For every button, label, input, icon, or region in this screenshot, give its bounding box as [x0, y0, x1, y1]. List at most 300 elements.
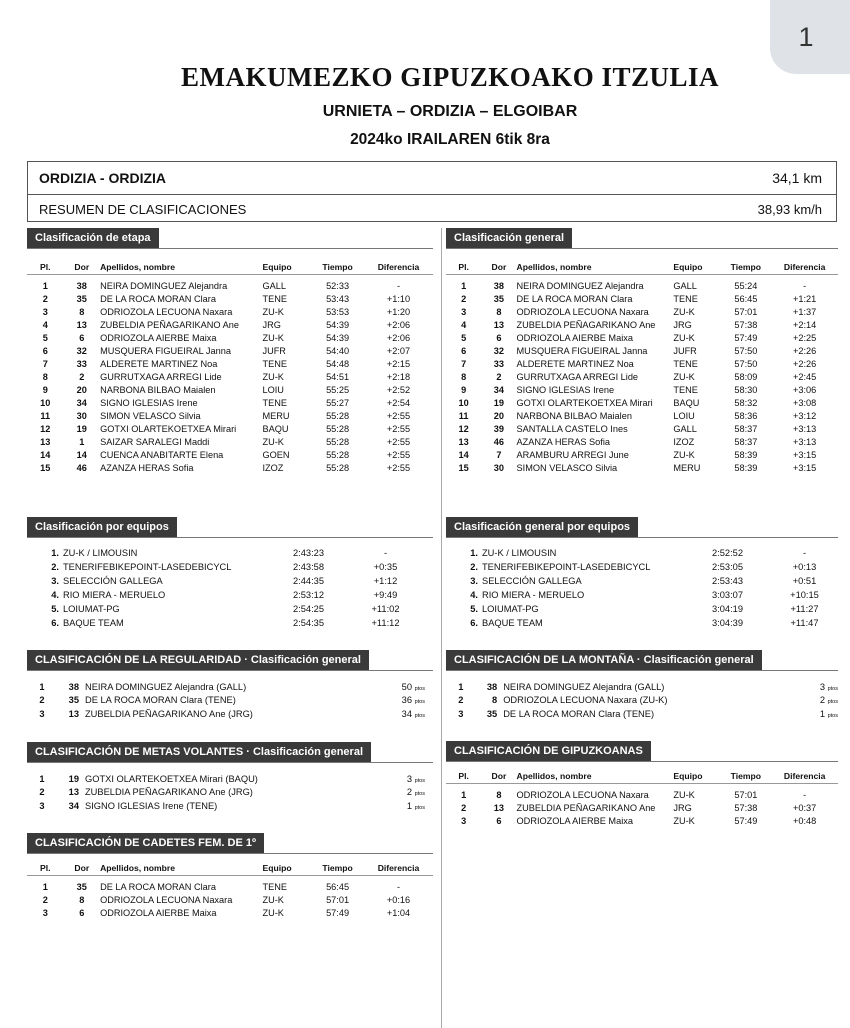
cell-time: 55:24 — [734, 280, 758, 291]
cell-name: SIGNO IGLESIAS Irene — [100, 397, 198, 408]
stage-distance: 34,1 km — [772, 170, 822, 186]
table-row — [27, 279, 433, 292]
team-name: LOIUMAT-PG — [63, 604, 120, 614]
cell-name: ZUBELDIA PEÑAGARIKANO Ane — [516, 802, 656, 813]
rank-dorsal: 34 — [68, 800, 79, 811]
team-position: 1. — [470, 548, 478, 558]
team-name: ZU-K / LIMOUSIN — [482, 548, 557, 558]
table-header-row — [27, 259, 433, 275]
team-stage-list — [27, 546, 433, 630]
column-header-team: Equipo — [262, 860, 311, 876]
table-row — [446, 461, 838, 474]
cell-team: MERU — [262, 410, 290, 421]
points-unit: ptos — [414, 777, 425, 784]
cell-time: 57:50 — [734, 345, 758, 356]
column-header-diff: Diferencia — [364, 860, 433, 876]
rank-dorsal: 13 — [68, 787, 79, 798]
team-time: 2:53:05 — [712, 562, 744, 572]
team-position: 3. — [51, 576, 59, 586]
rank-row — [446, 680, 838, 694]
cell-diff: - — [803, 789, 807, 800]
cell-team: ZU-K — [262, 371, 284, 382]
stage-classification-section — [27, 228, 433, 474]
cell-pl: 8 — [42, 371, 48, 382]
cell-name: NARBONA BILBAO Maialen — [516, 410, 632, 421]
column-header-pl: Pl. — [446, 768, 481, 784]
table-row — [446, 435, 838, 448]
points-unit: ptos — [414, 712, 425, 719]
section-rule — [27, 248, 433, 249]
rank-name: ZUBELDIA PEÑAGARIKANO Ane (JRG) — [85, 708, 253, 719]
section-title: CLASIFICACIÓN DE METAS VOLANTES · Clasificación general — [27, 742, 371, 762]
cell-team: JRG — [262, 319, 281, 330]
table-row — [27, 880, 433, 893]
cell-team: BAQU — [262, 423, 289, 434]
cell-pl: 4 — [42, 319, 48, 330]
cell-dor: 30 — [76, 410, 87, 421]
cell-team: LOIU — [262, 384, 284, 395]
general-classification-table — [446, 259, 838, 474]
team-name: LOIUMAT-PG — [482, 604, 539, 614]
cell-team: TENE — [262, 397, 287, 408]
cell-dor: 2 — [496, 371, 502, 382]
rank-name: ODRIOZOLA LECUONA Naxara (ZU-K) — [503, 695, 668, 706]
rank-points: 50 ptos — [401, 681, 425, 692]
cell-diff: +0:48 — [793, 815, 817, 826]
cell-diff: +1:04 — [386, 907, 411, 918]
cell-team: ZU-K — [673, 815, 695, 826]
rank-position: 3 — [39, 800, 45, 811]
cell-time: 53:43 — [326, 293, 350, 304]
cell-name: ARAMBURU ARREGI June — [516, 449, 629, 460]
cell-dor: 6 — [79, 907, 85, 918]
table-header-row — [27, 860, 433, 876]
column-header-diff: Diferencia — [771, 768, 838, 784]
team-position: 4. — [51, 590, 59, 600]
team-name: TENERIFEBIKEPOINT-LASEDEBICYCL — [63, 562, 232, 572]
team-position: 4. — [470, 590, 478, 600]
team-name: BAQUE TEAM — [63, 618, 124, 628]
cell-dor: 35 — [493, 293, 505, 304]
regularity-section — [27, 650, 433, 721]
cell-diff: - — [396, 881, 400, 892]
rank-points: 2 ptos — [819, 695, 838, 706]
column-header-name: Apellidos, nombre — [100, 860, 262, 876]
cell-team: GALL — [673, 423, 697, 434]
cell-pl: 6 — [461, 345, 467, 356]
cell-name: ZUBELDIA PEÑAGARIKANO Ane — [516, 319, 656, 330]
table-row — [27, 357, 433, 370]
cell-diff: +1:20 — [386, 306, 411, 317]
stage-summary-row — [28, 195, 836, 223]
cell-team: TENE — [673, 358, 698, 369]
rank-dorsal: 38 — [486, 681, 498, 692]
cell-name: ODRIOZOLA AIERBE Maixa — [516, 332, 633, 343]
cell-name: MUSQUERA FIGUEIRAL Janna — [100, 345, 231, 356]
column-header-name: Apellidos, nombre — [100, 259, 262, 275]
cell-name: GOTXI OLARTEKOETXEA Mirari — [100, 423, 237, 434]
cell-time: 54:48 — [326, 358, 350, 369]
race-title: EMAKUMEZKO GIPUZKOAKO ITZULIA — [180, 62, 720, 92]
team-position: 1. — [51, 548, 59, 558]
team-row — [446, 560, 838, 574]
rank-row — [27, 707, 433, 721]
cell-diff: +2:52 — [386, 384, 411, 395]
cell-time: 56:45 — [326, 881, 350, 892]
cell-time: 54:39 — [326, 319, 350, 330]
column-header-pl: Pl. — [27, 860, 64, 876]
cadets-section — [27, 833, 433, 919]
table-row — [27, 292, 433, 305]
summary-label: RESUMEN DE CLASIFICACIONES — [39, 201, 247, 217]
cell-time: 55:28 — [326, 410, 350, 421]
cell-pl: 2 — [461, 293, 467, 304]
section-rule — [446, 248, 838, 249]
cell-team: GALL — [673, 280, 697, 291]
team-time: 2:52:52 — [712, 548, 744, 558]
team-diff: +1:12 — [373, 576, 398, 586]
cell-pl: 7 — [42, 358, 48, 369]
cell-team: LOIU — [673, 410, 695, 421]
table-row — [446, 331, 838, 344]
table-row — [446, 788, 838, 801]
cell-time: 58:30 — [734, 384, 758, 395]
cell-pl: 15 — [40, 462, 51, 473]
cell-diff: +2:55 — [386, 462, 411, 473]
cell-dor: 13 — [76, 319, 87, 330]
rank-name: SIGNO IGLESIAS Irene (TENE) — [85, 800, 218, 811]
cell-dor: 34 — [76, 397, 87, 408]
column-header-team: Equipo — [262, 259, 311, 275]
cell-team: IZOZ — [262, 462, 284, 473]
rank-name: NEIRA DOMINGUEZ Alejandra (GALL) — [503, 681, 665, 692]
column-header-time: Tiempo — [311, 860, 364, 876]
cell-name: ODRIOZOLA LECUONA Naxara — [100, 894, 233, 905]
team-time: 3:04:19 — [712, 604, 744, 614]
cell-time: 58:09 — [734, 371, 758, 382]
page-number: 1 — [798, 21, 814, 52]
cell-pl: 13 — [458, 436, 469, 447]
rank-dorsal: 13 — [68, 708, 79, 719]
cell-dor: 32 — [76, 345, 87, 356]
cell-dor: 2 — [79, 371, 85, 382]
cell-time: 57:01 — [326, 894, 350, 905]
cell-diff: +2:06 — [386, 319, 411, 330]
cell-dor: 33 — [76, 358, 87, 369]
team-row — [27, 560, 433, 574]
sprints-list — [27, 772, 433, 813]
cell-pl: 12 — [40, 423, 51, 434]
section-title: CLASIFICACIÓN DE GIPUZKOANAS — [446, 741, 651, 761]
cell-dor: 30 — [493, 462, 505, 473]
table-row — [27, 396, 433, 409]
stage-info-box — [27, 161, 837, 222]
cell-diff: +2:26 — [793, 358, 817, 369]
table-row — [446, 318, 838, 331]
cell-pl: 10 — [458, 397, 469, 408]
cell-pl: 13 — [40, 436, 51, 447]
cell-pl: 3 — [42, 306, 48, 317]
section-title: CLASIFICACIÓN DE LA MONTAÑA · Clasificación general — [446, 650, 762, 670]
team-position: 6. — [470, 618, 478, 628]
team-time: 3:03:07 — [712, 590, 744, 600]
cell-team: TENE — [262, 293, 287, 304]
cell-diff: +2:54 — [386, 397, 411, 408]
cell-team: ZU-K — [673, 306, 695, 317]
team-time: 2:54:25 — [293, 604, 325, 614]
cell-name: NEIRA DOMINGUEZ Alejandra — [100, 280, 228, 291]
team-diff: +11:47 — [790, 618, 819, 628]
team-row — [27, 616, 433, 630]
team-stage-section — [27, 517, 433, 630]
team-position: 2. — [51, 562, 59, 572]
rank-points: 3 ptos — [819, 681, 838, 692]
column-header-name: Apellidos, nombre — [517, 768, 674, 784]
cell-name: SAIZAR SARALEGI Maddi — [100, 436, 210, 447]
team-row — [446, 588, 838, 602]
section-rule — [446, 537, 838, 538]
team-time: 2:54:35 — [293, 618, 325, 628]
cell-diff: +3:12 — [793, 410, 817, 421]
team-time: 2:53:43 — [712, 576, 744, 586]
cell-pl: 11 — [40, 410, 51, 421]
team-name: RIO MIERA - MERUELO — [482, 590, 585, 600]
cell-dor: 19 — [76, 423, 87, 434]
cell-time: 57:49 — [734, 332, 758, 343]
cell-name: AZANZA HERAS Sofia — [516, 436, 610, 447]
table-row — [27, 383, 433, 396]
regularity-list — [27, 680, 433, 721]
cell-diff: +2:55 — [386, 423, 411, 434]
team-diff: +9:49 — [373, 590, 398, 600]
rank-row — [27, 694, 433, 708]
team-name: ZU-K / LIMOUSIN — [63, 548, 138, 558]
cell-time: 57:49 — [326, 907, 350, 918]
rank-points: 2 ptos — [406, 787, 425, 798]
cell-pl: 2 — [42, 293, 48, 304]
table-row — [27, 461, 433, 474]
cell-pl: 5 — [42, 332, 48, 343]
team-diff: +11:12 — [371, 618, 400, 628]
cell-team: IZOZ — [673, 436, 695, 447]
cell-time: 58:32 — [734, 397, 758, 408]
cell-dor: 6 — [496, 815, 502, 826]
cell-name: ALDERETE MARTINEZ Noa — [516, 358, 634, 369]
cell-diff: +1:10 — [386, 293, 411, 304]
cell-name: GURRUTXAGA ARREGI Lide — [516, 371, 639, 382]
average-speed: 38,93 km/h — [757, 201, 822, 217]
column-header-diff: Diferencia — [364, 259, 433, 275]
team-name: SELECCIÓN GALLEGA — [482, 576, 582, 586]
cell-dor: 8 — [79, 894, 85, 905]
cell-time: 54:39 — [326, 332, 350, 343]
cell-name: ODRIOZOLA AIERBE Maixa — [100, 907, 217, 918]
cell-pl: 1 — [461, 280, 467, 291]
table-row — [27, 370, 433, 383]
cell-pl: 10 — [40, 397, 51, 408]
cell-time: 58:37 — [734, 423, 758, 434]
stage-classification-table — [27, 259, 433, 474]
points-unit: ptos — [827, 712, 838, 719]
rank-points: 1 ptos — [406, 800, 425, 811]
rank-points: 1 ptos — [819, 708, 838, 719]
cell-dor: 39 — [493, 423, 505, 434]
cell-pl: 15 — [458, 462, 469, 473]
cell-diff: +2:07 — [386, 345, 411, 356]
cadets-table — [27, 860, 433, 919]
cell-dor: 35 — [76, 293, 87, 304]
cell-time: 58:36 — [734, 410, 758, 421]
column-header-time: Tiempo — [720, 768, 771, 784]
points-unit: ptos — [414, 685, 425, 692]
rank-name: NEIRA DOMINGUEZ Alejandra (GALL) — [85, 681, 247, 692]
rank-points: 36 ptos — [401, 695, 425, 706]
cell-diff: +2:26 — [793, 345, 817, 356]
cell-pl: 14 — [40, 449, 51, 460]
column-header-dor: Dor — [64, 860, 101, 876]
cell-diff: +2:14 — [793, 319, 817, 330]
cell-team: MERU — [673, 462, 701, 473]
team-time: 2:43:23 — [293, 548, 325, 558]
cell-diff: +3:15 — [793, 449, 817, 460]
team-position: 6. — [51, 618, 59, 628]
cell-name: GURRUTXAGA ARREGI Lide — [100, 371, 222, 382]
rank-points: 34 ptos — [401, 708, 425, 719]
rank-row — [27, 786, 433, 800]
column-header-time: Tiempo — [720, 259, 771, 275]
cell-time: 58:37 — [734, 436, 758, 447]
team-diff: +11:02 — [371, 604, 400, 614]
points-unit: ptos — [414, 804, 425, 811]
section-rule — [27, 853, 433, 854]
table-row — [27, 331, 433, 344]
cell-diff: +2:18 — [386, 371, 411, 382]
cell-diff: +3:08 — [793, 397, 817, 408]
cell-time: 57:38 — [734, 319, 758, 330]
cell-name: SIMON VELASCO Silvia — [516, 462, 618, 473]
table-row — [27, 448, 433, 461]
team-diff: - — [383, 548, 388, 558]
table-row — [27, 422, 433, 435]
column-header-team: Equipo — [673, 259, 720, 275]
cell-name: DE LA ROCA MORAN Clara — [100, 881, 216, 892]
cell-pl: 14 — [458, 449, 469, 460]
cell-name: AZANZA HERAS Sofia — [100, 462, 194, 473]
cell-time: 57:01 — [734, 789, 758, 800]
table-header-row — [446, 768, 838, 784]
rank-dorsal: 8 — [492, 695, 498, 706]
cell-dor: 1 — [79, 436, 85, 447]
cell-pl: 12 — [458, 423, 469, 434]
cell-dor: 46 — [76, 462, 87, 473]
cell-team: ZU-K — [262, 332, 284, 343]
table-row — [446, 344, 838, 357]
cell-dor: 13 — [493, 802, 505, 813]
team-row — [27, 588, 433, 602]
cell-time: 55:27 — [326, 397, 350, 408]
table-row — [446, 801, 838, 814]
rank-row — [27, 772, 433, 786]
cell-team: ZU-K — [262, 907, 284, 918]
column-header-dor: Dor — [481, 259, 516, 275]
cell-time: 57:01 — [734, 306, 758, 317]
cell-pl: 1 — [42, 280, 48, 291]
rank-position: 1 — [458, 681, 464, 692]
cell-dor: 7 — [496, 449, 502, 460]
cell-pl: 6 — [42, 345, 48, 356]
race-dates: 2024ko IRAILAREN 6tik 8ra — [350, 131, 550, 148]
table-row — [446, 396, 838, 409]
table-row — [446, 422, 838, 435]
cell-pl: 5 — [461, 332, 467, 343]
rank-points: 3 ptos — [406, 773, 425, 784]
table-row — [446, 409, 838, 422]
team-row — [446, 616, 838, 630]
team-row — [446, 602, 838, 616]
team-position: 5. — [51, 604, 59, 614]
table-row — [446, 383, 838, 396]
rank-position: 3 — [458, 708, 464, 719]
table-row — [446, 814, 838, 827]
points-unit: ptos — [414, 791, 425, 798]
cell-pl: 2 — [461, 802, 467, 813]
team-position: 3. — [470, 576, 478, 586]
cell-dor: 20 — [76, 384, 87, 395]
cell-pl: 4 — [461, 319, 467, 330]
section-title: CLASIFICACIÓN DE CADETES FEM. DE 1º — [27, 833, 264, 853]
cell-team: TENE — [673, 293, 698, 304]
cell-team: TENE — [262, 881, 287, 892]
cell-name: ODRIOZOLA AIERBE Maixa — [100, 332, 217, 343]
rank-row — [446, 707, 838, 721]
rank-dorsal: 35 — [68, 695, 79, 706]
cell-time: 57:49 — [734, 815, 758, 826]
cell-team: TENE — [262, 358, 287, 369]
column-header-dor: Dor — [481, 768, 516, 784]
cell-dor: 8 — [496, 306, 502, 317]
cell-name: NEIRA DOMINGUEZ Alejandra — [516, 280, 644, 291]
cell-pl: 3 — [461, 815, 467, 826]
general-classification-section — [446, 228, 838, 474]
cell-name: ODRIOZOLA LECUONA Naxara — [100, 306, 233, 317]
cell-team: GOEN — [262, 449, 290, 460]
rank-position: 2 — [39, 695, 45, 706]
cell-name: ZUBELDIA PEÑAGARIKANO Ane — [100, 319, 239, 330]
cell-diff: +1:37 — [793, 306, 817, 317]
team-diff: +0:35 — [373, 562, 398, 572]
cell-dor: 35 — [76, 881, 87, 892]
cell-dor: 13 — [493, 319, 505, 330]
cell-time: 55:28 — [326, 449, 350, 460]
table-row — [27, 893, 433, 906]
team-diff: +11:27 — [790, 604, 819, 614]
stage-name: ORDIZIA - ORDIZIA — [39, 170, 167, 186]
table-row — [446, 448, 838, 461]
team-name: BAQUE TEAM — [482, 618, 543, 628]
cell-time: 55:28 — [326, 462, 350, 473]
cell-diff: +3:13 — [793, 436, 817, 447]
cell-name: SIMON VELASCO Silvia — [100, 410, 201, 421]
table-row — [446, 357, 838, 370]
cell-team: JUFR — [673, 345, 697, 356]
stage-header-row — [28, 162, 836, 195]
cell-dor: 6 — [496, 332, 502, 343]
cell-pl: 1 — [42, 881, 48, 892]
cell-diff: +2:15 — [386, 358, 411, 369]
rank-position: 3 — [39, 708, 45, 719]
cell-diff: - — [396, 280, 400, 291]
team-name: RIO MIERA - MERUELO — [63, 590, 166, 600]
